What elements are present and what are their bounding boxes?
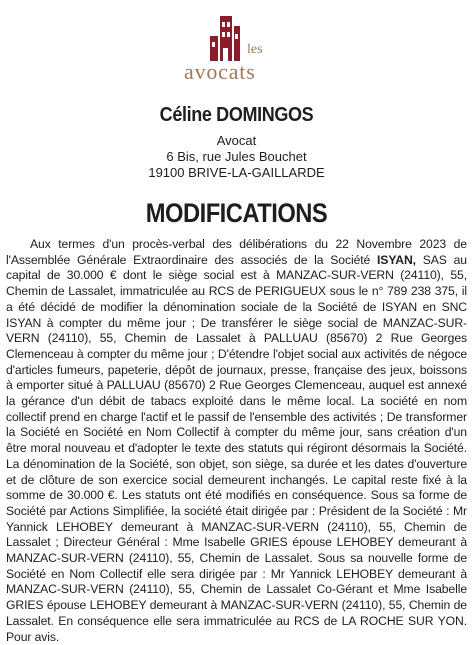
logo-window-5 <box>212 42 215 47</box>
logo-window-4 <box>227 32 230 37</box>
logo-window-3 <box>222 32 225 37</box>
lawyer-city: 19100 BRIVE-LA-GAILLARDE <box>148 165 325 180</box>
lawyer-title: Avocat <box>216 133 257 148</box>
logo-window-2 <box>227 22 230 27</box>
notice-text-main: SAS au capital de 30.000 € dont le siège social est à MANZAC-SUR-VERN (24110), 55, Chemin de Lassalet, immatriculée au RCS de PERIGUEUX sous le n° 789 238 375, il a été décidé de modifier la dénomination sociale de la Société de ISYAN en SNC ISYAN à compter du même jour ; De transférer le siège social de MANZAC-SUR-VERN (24110), 55, Chemin de Lassalet à PALLUAU (85670) 2 Rue Georges Clemenceau à compter du même jour ; D'étendre l'objet social aux activités de négoce d'articles fumeurs, papeterie, dépôt de journaux, presse, française des jeux, boissons à emporter situé à PALLUAU (85670) 2 Rue Georges Clemenceau, auquel est annexé la gérance d'un débit de tabacs exploité dans le même local. La société en nom collectif prend en charge l'actif et le passif de l'ensemble des activités ; De transformer la Société en Société en Nom Collectif à compter du même jour, sans création d'un être moral nouveau et d'adopter le texte des statuts qui régiront désormais la Société. La dénomination de la Société, son objet, son siège, sa durée et les dates d'ouverture et de clôture de son exercice social demeurent inchangés. Le capital reste fixé à la somme de 30.000 €. Les statuts ont été modifiés en conséquence. Sous sa forme de Société par Actions Simplifiée, la société était dirigée par : Président de la Société : Mr Yannick LEHOBEY demeurant à MANZAC-SUR-VERN (24110), 55, Chemin de Lassalet ; Directeur Général : Mme Isabelle GRIES épouse LEHOBEY demeurant à MANZAC-SUR-VERN (24110), 55, Chemin de Lassalet. Sous sa nouvelle forme de Société en Nom Collectif elle sera dirigée par : Mr Yannick LEHOBEY demeurant à MANZAC-SUR-VERN (24110), 55, Chemin de Lassalet Co-Gérant et Mme Isabelle GRIES épouse LEHOBEY demeurant à MANZAC-SUR-VERN (24110), 55, Chemin de Lassalet. En conséquence elle sera immatriculée au RCS de LA ROCHE SUR YON. Pour avis. <box>6 252 467 644</box>
logo-window-6 <box>235 34 238 39</box>
section-title: MODIFICATIONS <box>145 198 328 228</box>
logo-bar-right <box>234 26 240 61</box>
logo-window-1 <box>222 22 225 27</box>
logo-avocats-text: avocats <box>184 59 256 84</box>
logo-bar-left <box>210 36 218 61</box>
lawyer-street-address: 6 Bis, rue Jules Bouchet <box>166 149 307 164</box>
notice-company-name: ISYAN, <box>377 252 416 267</box>
notice-body <box>6 237 467 645</box>
lawyer-name: Céline DOMINGOS <box>159 104 314 126</box>
logo-les-text: les <box>247 42 263 57</box>
notice-text-intro: Aux termes d'un procès-verbal des délibérations du 22 Novembre 2023 de l'Assemblée Générale Extraordinaire des associés de la Société <box>6 237 467 267</box>
